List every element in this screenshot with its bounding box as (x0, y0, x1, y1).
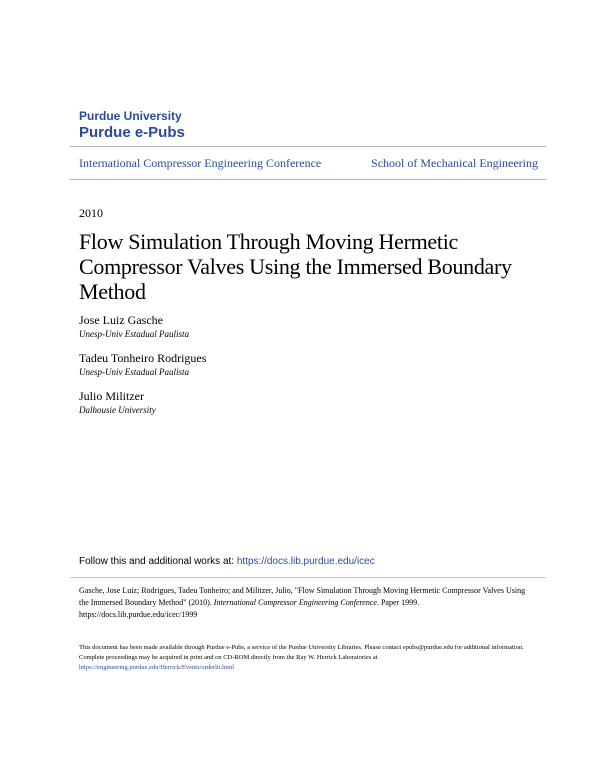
author-affiliation: Unesp-Univ Estadual Paulista (79, 329, 189, 339)
paper-title: Flow Simulation Through Moving Hermetic Compressor Valves Using the Immersed Boundary Method (79, 229, 512, 304)
author-name: Julio Militzer (79, 389, 144, 403)
follow-link[interactable]: https://docs.lib.purdue.edu/icec (236, 556, 375, 567)
follow-text: Follow this and additional works at: (79, 556, 237, 567)
collection-link-school[interactable]: School of Mechanical Engineering (371, 156, 538, 170)
collection-link-conference[interactable]: International Compressor Engineering Conference (79, 156, 322, 170)
author-name: Jose Luiz Gasche (79, 313, 163, 327)
divider-top (70, 146, 546, 147)
notice-line-2-text: Complete proceedings may be acquired in print and on CD-ROM directly from the Ray W. Herrick Laboratories at (79, 654, 378, 661)
recommended-citation (79, 585, 529, 621)
repository-link[interactable]: Purdue e-Pubs (79, 124, 185, 141)
citation-prefix: Gasche, Jose Luiz; Rodrigues, Tadeu Tonheiro; and Militzer, Julio, "Flow Simulation Through Moving Hermetic Compressor Valves Using the Immersed Boundary Method" (2010). (79, 586, 526, 607)
author-affiliation: Dalhousie University (79, 405, 156, 415)
availability-notice (79, 643, 529, 673)
citation-suffix: . Paper 1999. (376, 598, 420, 607)
publication-year: 2010 (79, 206, 103, 220)
notice-line-2 (79, 653, 529, 673)
notice-line-1: This document has been made available through Purdue e-Pubs, a service of the Purdue University Libraries. Please contact epubs@purdue.edu for additional information. (79, 644, 524, 651)
follow-line (79, 556, 375, 567)
institution-header (79, 109, 185, 142)
author-block (79, 313, 189, 340)
author-name: Tadeu Tonheiro Rodrigues (79, 351, 207, 365)
notice-link[interactable]: https://engineering.purdue.edu/Herrick/Events/orderlit.html (79, 664, 235, 671)
author-affiliation: Unesp-Univ Estadual Paulista (79, 367, 189, 377)
citation-conference: International Compressor Engineering Conference (213, 598, 377, 607)
author-block (79, 389, 156, 416)
author-block (79, 351, 206, 378)
divider-citation (70, 577, 546, 578)
institution-link[interactable]: Purdue University (79, 109, 182, 123)
divider-bottom (70, 179, 546, 180)
citation-url[interactable]: https://docs.lib.purdue.edu/icec/1999 (79, 610, 198, 619)
